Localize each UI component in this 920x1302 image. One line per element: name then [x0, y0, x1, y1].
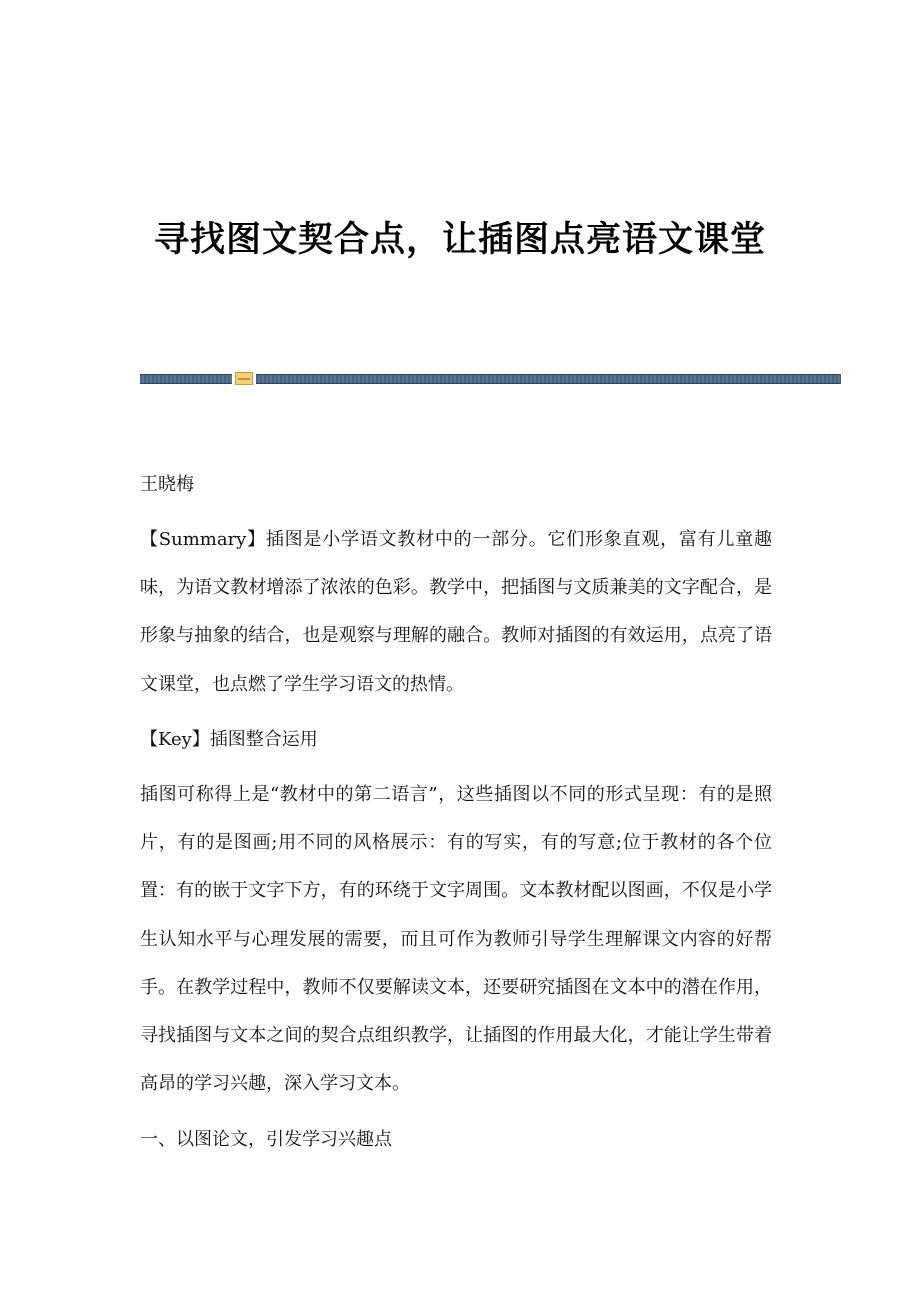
divider-ornament-icon — [235, 372, 253, 385]
summary-paragraph: 【Summary】插图是小学语文教材中的一部分。它们形象直观，富有儿童趣味，为语文教材增添了浓浓的色彩。教学中，把插图与文质兼美的文字配合，是形象与抽象的结合，也是观察与理解的融合。教师对插图的有效运用，点亮了语文课堂，也点燃了学生学习语文的热情。 — [140, 529, 772, 695]
section-heading: 一、以图论文，引发学习兴趣点 — [140, 1129, 392, 1150]
title-divider-right — [256, 374, 841, 384]
author-name: 王晓梅 — [140, 474, 194, 495]
title-divider-left — [140, 374, 232, 384]
document-title: 寻找图文契合点，让插图点亮语文课堂 — [153, 220, 766, 260]
keywords-line: 【Key】插图整合运用 — [140, 729, 318, 750]
body-paragraph: 插图可称得上是“教材中的第二语言”，这些插图以不同的形式呈现：有的是照片，有的是图画;用不同的风格展示：有的写实，有的写意;位于教材的各个位置：有的嵌于文字下方，有的环绕于文字周围。文本教材配以图画，不仅是小学生认知水平与心理发展的需要，而且可作为教师引导学生理解课文内容的好帮手。在教学过程中，教师不仅要解读文本，还要研究插图在文本中的潜在作用，寻找插图与文本之间的契合点组织教学，让插图的作用最大化，才能让学生带着高昂的学习兴趣，深入学习文本。 — [140, 784, 772, 1095]
